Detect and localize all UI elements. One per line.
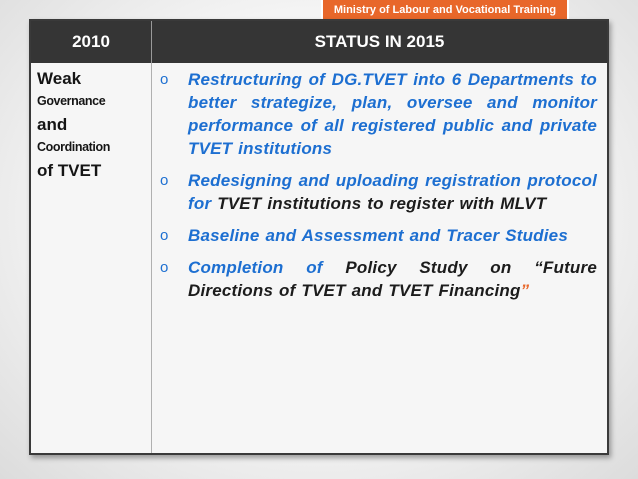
bullet-marker: o xyxy=(160,227,169,244)
bullet-text xyxy=(188,68,597,160)
status-cell xyxy=(152,63,607,453)
bullet-blue-text: Restructuring of DG.TVET into 6 Departments to better strategize, plan, oversee and monitor performance of all registered public and private TVET institutions xyxy=(188,70,597,158)
col-status-2015-header: STATUS IN 2015 xyxy=(314,32,445,51)
bullet-orange-quote: ” xyxy=(520,281,530,300)
bullet-text xyxy=(188,169,597,215)
bullet-marker: o xyxy=(160,71,169,88)
bullet-marker: o xyxy=(160,259,169,276)
issue-line-3: and xyxy=(37,115,68,134)
issue-line-1: Weak xyxy=(37,69,82,88)
bullet-dark-text: Policy Study on “Future Directions of TVET and TVET Financing xyxy=(188,258,597,300)
issue-cell xyxy=(31,63,152,453)
bullet-text xyxy=(188,256,597,302)
issue-line-5: of TVET xyxy=(37,161,102,180)
status-bullet-4 xyxy=(160,256,597,302)
status-bullet-3 xyxy=(160,224,597,247)
issue-line-4: Coordination xyxy=(37,140,110,154)
bullet-text xyxy=(188,224,597,247)
bullet-blue-text: Redesigning and uploading registration protocol for xyxy=(188,171,597,213)
bullet-marker: o xyxy=(160,172,169,189)
status-bullet-1 xyxy=(160,68,597,160)
status-bullet-2 xyxy=(160,169,597,215)
bullet-blue-text: Baseline and Assessment and Tracer Studies xyxy=(188,226,568,245)
status-table xyxy=(29,19,609,455)
table-body-row xyxy=(31,63,607,453)
bullet-blue-text: Completion of xyxy=(188,258,346,277)
table-header-row xyxy=(31,21,607,63)
bullet-dark-text: TVET institutions to register with MLVT xyxy=(217,194,547,213)
ministry-header-tag: Ministry of Labour and Vocational Training xyxy=(321,0,569,20)
col-2010-header: 2010 xyxy=(31,21,152,63)
issue-line-2: Governance xyxy=(37,94,106,108)
